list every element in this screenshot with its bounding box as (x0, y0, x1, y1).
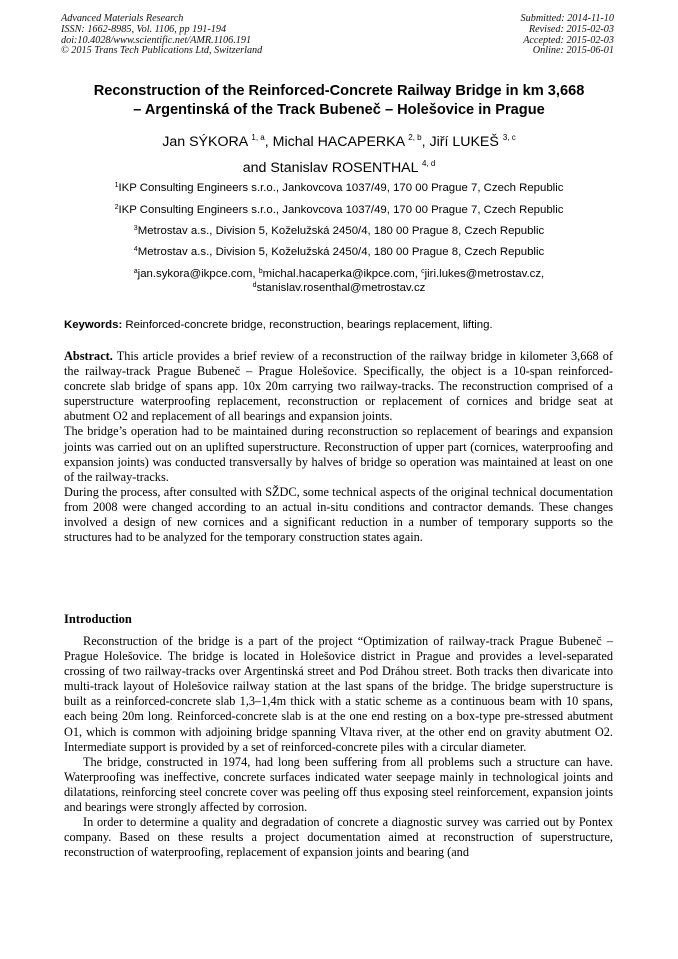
email-link[interactable]: michal.hacaperka@ikpce.com, (262, 268, 418, 280)
email-marker: c (421, 268, 425, 275)
author-list: Jan SÝKORA $^{1, a}$, Michal HACAPERKA $^{2, b}$, Jiří LUKEŠ $^{3, c}$ and Stanislav ROSENTHAL $^{4, d}$ (162, 133, 516, 176)
journal-header (61, 14, 262, 57)
email-marker: b (258, 268, 263, 275)
email-marker: d (252, 282, 257, 289)
affiliation-text: Metrostav a.s., Division 5, Koželužská 2450/4, 180 00 Prague 8, Czech Republic (137, 246, 545, 258)
keywords (64, 318, 624, 332)
abstract-paragraph (64, 349, 613, 424)
author-marker: 3, c (502, 133, 516, 142)
abstract (64, 349, 613, 545)
keywords-text: Reinforced-concrete bridge, reconstruction, bearings replacement, lifting. (125, 319, 493, 331)
author-marker: 4, d (421, 159, 436, 168)
affiliation-text: IKP Consulting Engineers s.r.o., Jankovcova 1037/49, 170 00 Prague 7, Czech Republic (118, 182, 564, 194)
author-marker: 2, b (408, 133, 422, 142)
abstract-paragraph: The bridge’s operation had to be maintained during reconstruction so replacement of bearings and expansion joints was carried out on an uplifted superstructure. Reconstruction of upper part (cornices, waterproofing and expansion joints) was conducted transversally by halves of bridge so operation was maintained at least on one of the railway-tracks. (64, 424, 613, 484)
email-link[interactable]: jiri.lukes@metrostav.cz, (424, 268, 545, 280)
affiliation (40, 182, 638, 196)
introduction-body (64, 634, 613, 860)
affiliation-marker: 2 (114, 204, 119, 211)
affiliation-marker: 4 (133, 246, 138, 253)
author-name: Stanislav ROSENTHAL (270, 160, 419, 176)
revised-date: Revised: 2015-02-03 (528, 23, 614, 35)
section-heading: Introduction (64, 612, 132, 626)
author-name: Jiří LUKEŠ (429, 134, 499, 150)
author-name: Jan SÝKORA (162, 134, 248, 150)
affiliation-marker: 3 (133, 225, 138, 232)
abstract-paragraph: During the process, after consulted with SŽDC, some technical aspects of the original technical documentation from 2008 were changed according to an actual in-situ conditions and contractor demands. These changes involved a design of new cornices and a significant reduction in a number of temporary supports so the structures had to be analyzed for the temporary construction states again. (64, 484, 613, 545)
dates-header (521, 14, 614, 57)
affiliation (40, 246, 638, 260)
intro-paragraph: The bridge, constructed in 1974, had long been suffering from all problems such a structure can have. Waterproofing was ineffective, concrete surfaces indicated water seepage mainly in technological joints and dilatations, reinforcing steel concrete cover was peeling off thus exposing steel reinforcement, expansion joints and bearings were strongly affected by corrosion. (64, 754, 613, 815)
online-date: Online: 2015-06-01 (532, 45, 614, 57)
email-marker: a (133, 268, 138, 275)
title-line-2: – Argentinská of the Track Bubeneč – Holešovice in Prague (133, 102, 545, 118)
email-link[interactable]: stanislav.rosenthal@metrostav.cz (256, 282, 426, 294)
author-emails (40, 282, 638, 296)
author-marker: 1, a (251, 133, 265, 142)
affiliation-text: IKP Consulting Engineers s.r.o., Jankovcova 1037/49, 170 00 Prague 7, Czech Republic (118, 204, 564, 216)
keywords-label: Keywords: (64, 319, 123, 331)
journal-doi: doi:10.4028/www.scientific.net/AMR.1106.191 (61, 34, 252, 46)
intro-paragraph: In order to determine a quality and degradation of concrete a diagnostic survey was carried out by Pontex company. Based on these results a project documentation aimed at reconstruction of superstructure, reconstruction of waterproofing, replacement of expansion joints and bearing (and (64, 815, 613, 860)
author-conjunction: and (242, 160, 267, 176)
journal-copyright: © 2015 Trans Tech Publications Ltd, Switzerland (61, 45, 263, 57)
affiliation-text: Metrostav a.s., Division 5, Koželužská 2450/4, 180 00 Prague 8, Czech Republic (137, 225, 545, 237)
abstract-label: Abstract. (64, 349, 113, 363)
affiliation-marker: 1 (114, 182, 119, 189)
affiliation (40, 225, 638, 239)
submitted-date: Submitted: 2014-11-10 (520, 13, 614, 24)
author-emails (40, 268, 638, 282)
abstract-text: This article provides a brief review of a reconstruction of the railway bridge in kilometer 3,668 of the railway-track Prague Bubeneč – Prague Holešovice. Specifically, the object is a 10-span reinforced-concrete slab bridge of spans app. 10x 20m carrying two railway-tracks. The reconstruction comprised of a superstructure waterproofing replacement, reconstruction or replacement of cornices and bridge seat at abutment O2 and replacement of all bearings and expansion joints. (64, 349, 613, 424)
affiliation (40, 204, 638, 218)
accepted-date: Accepted: 2015-02-03 (523, 34, 614, 46)
journal-name: Advanced Materials Research (61, 13, 184, 24)
paper-title (55, 82, 623, 120)
title-line-1: Reconstruction of the Reinforced-Concrete Railway Bridge in km 3,668 (93, 83, 585, 99)
journal-issn: ISSN: 1662-8985, Vol. 1106, pp 191-194 (61, 23, 227, 35)
author-name: Michal HACAPERKA (272, 134, 405, 150)
intro-paragraph: Reconstruction of the bridge is a part of the project “Optimization of railway-track Prague Bubeneč – Prague Holešovice. The bridge is located in Holešovice district in Prague and provides a level-separated crossing of two railway-tracks over Argentinská street and Pod Dráhou street. Both tracks then divaricate into multi-track layout of Holešovice railway station at the last spans of the bridge. The bridge superstructure is built as a reinforced-concrete slab 1,3–1,4m thick with a static scheme as a continuous beam with 10 spans, each being 20m long. Reinforced-concrete slab is at the one end resting on a box-type pre-stressed abutment O1, which is common with adjoining bridge spanning Vltava river, at the other end on gravity abutment O2. Intermediate support is provided by a set of reinforced-concrete piles with a circular diameter. (64, 634, 613, 754)
email-link[interactable]: jan.sykora@ikpce.com, (137, 268, 256, 280)
